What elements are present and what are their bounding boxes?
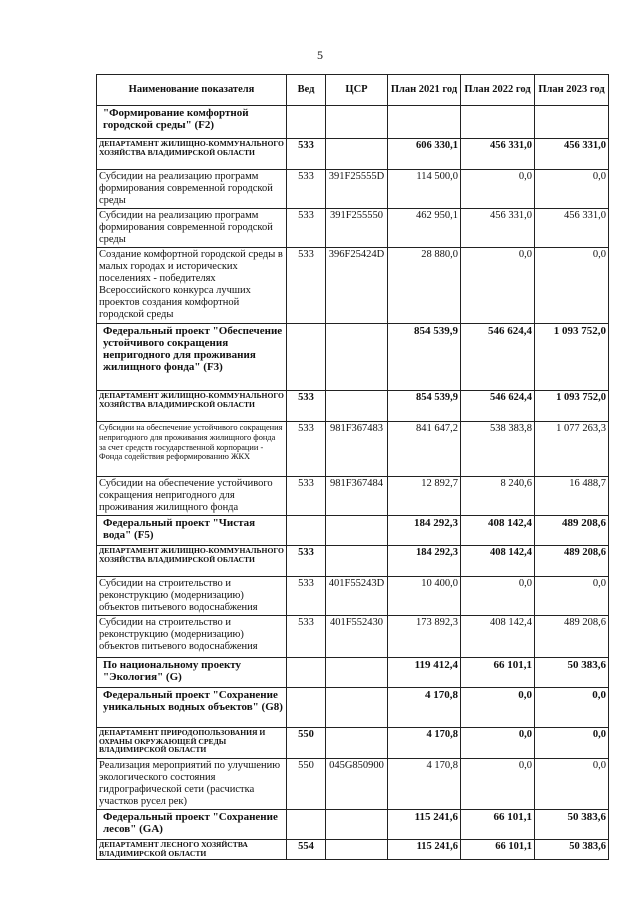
row-plan-2022-cell: 408 142,4 xyxy=(461,616,535,658)
row-plan-2021-cell: 114 500,0 xyxy=(388,170,461,209)
table-body xyxy=(97,106,609,860)
row-plan-2021-cell: 173 892,3 xyxy=(388,616,461,658)
row-ved-cell xyxy=(287,516,326,546)
project-row xyxy=(97,324,609,391)
row-name-cell: ДЕПАРТАМЕНТ ПРИРОДОПОЛЬЗОВАНИЯ И ОХРАНЫ ОКРУЖАЮЩЕЙ СРЕДЫ ВЛАДИМИРСКОЙ ОБЛАСТИ xyxy=(97,728,287,759)
row-ved-cell: 550 xyxy=(287,728,326,759)
row-plan-2021-cell: 4 170,8 xyxy=(388,688,461,728)
table-row xyxy=(97,616,609,658)
row-plan-2022-cell: 546 624,4 xyxy=(461,324,535,391)
row-ved-cell xyxy=(287,324,326,391)
row-plan-2021-cell: 119 412,4 xyxy=(388,658,461,688)
row-name-cell: Федеральный проект "Обеспечение устойчивого сокращения непригодного для проживания жилищного фонда" (F3) xyxy=(97,324,287,391)
row-plan-2021-cell: 841 647,2 xyxy=(388,422,461,477)
row-plan-2023-cell: 489 208,6 xyxy=(535,546,609,577)
row-plan-2023-cell: 456 331,0 xyxy=(535,139,609,170)
row-ved-cell: 554 xyxy=(287,840,326,860)
row-plan-2021-cell: 10 400,0 xyxy=(388,577,461,616)
row-plan-2021-cell: 4 170,8 xyxy=(388,728,461,759)
row-name-cell: Реализация мероприятий по улучшению экологического состояния гидрографической сети (расчистка участков русел рек) xyxy=(97,759,287,810)
row-csr-cell: 045G850900 xyxy=(326,759,388,810)
row-ved-cell xyxy=(287,658,326,688)
row-plan-2021-cell: 462 950,1 xyxy=(388,209,461,248)
row-csr-cell xyxy=(326,728,388,759)
row-plan-2022-cell: 66 101,1 xyxy=(461,840,535,860)
row-csr-cell xyxy=(326,810,388,840)
row-name-cell: "Формирование комфортной городской среды" (F2) xyxy=(97,106,287,139)
row-plan-2021-cell: 4 170,8 xyxy=(388,759,461,810)
table-row xyxy=(97,422,609,477)
row-ved-cell: 533 xyxy=(287,546,326,577)
department-row xyxy=(97,546,609,577)
row-plan-2022-cell: 456 331,0 xyxy=(461,139,535,170)
row-plan-2022-cell: 0,0 xyxy=(461,577,535,616)
row-csr-cell xyxy=(326,391,388,422)
row-plan-2023-cell: 50 383,6 xyxy=(535,658,609,688)
row-plan-2021-cell: 184 292,3 xyxy=(388,546,461,577)
header-ved: Вед xyxy=(287,75,326,106)
row-ved-cell: 533 xyxy=(287,577,326,616)
row-plan-2023-cell: 50 383,6 xyxy=(535,840,609,860)
table-row xyxy=(97,170,609,209)
row-csr-cell xyxy=(326,324,388,391)
row-plan-2023-cell: 50 383,6 xyxy=(535,810,609,840)
row-plan-2023-cell xyxy=(535,106,609,139)
row-plan-2023-cell: 456 331,0 xyxy=(535,209,609,248)
row-plan-2022-cell: 456 331,0 xyxy=(461,209,535,248)
row-plan-2021-cell: 184 292,3 xyxy=(388,516,461,546)
budget-table xyxy=(96,74,609,860)
row-plan-2021-cell xyxy=(388,106,461,139)
row-name-cell: Субсидии на строительство и реконструкцию (модернизацию) объектов питьевого водоснабжения xyxy=(97,616,287,658)
project-row xyxy=(97,658,609,688)
row-csr-cell: 981F367484 xyxy=(326,477,388,516)
row-csr-cell xyxy=(326,546,388,577)
department-row xyxy=(97,840,609,860)
project-row xyxy=(97,516,609,546)
row-name-cell: По национальному проекту "Экология" (G) xyxy=(97,658,287,688)
row-ved-cell: 533 xyxy=(287,248,326,324)
row-csr-cell: 391F25555D xyxy=(326,170,388,209)
row-plan-2022-cell: 66 101,1 xyxy=(461,810,535,840)
row-plan-2021-cell: 854 539,9 xyxy=(388,324,461,391)
row-plan-2021-cell: 854 539,9 xyxy=(388,391,461,422)
row-ved-cell xyxy=(287,106,326,139)
header-csr: ЦСР xyxy=(326,75,388,106)
row-plan-2021-cell: 115 241,6 xyxy=(388,840,461,860)
table-header-row xyxy=(97,75,609,106)
row-ved-cell: 533 xyxy=(287,422,326,477)
row-csr-cell xyxy=(326,106,388,139)
row-ved-cell xyxy=(287,688,326,728)
row-plan-2021-cell: 606 330,1 xyxy=(388,139,461,170)
row-plan-2023-cell: 1 093 752,0 xyxy=(535,324,609,391)
row-plan-2022-cell: 0,0 xyxy=(461,759,535,810)
row-name-cell: ДЕПАРТАМЕНТ ЖИЛИЩНО-КОММУНАЛЬНОГО ХОЗЯЙСТВА ВЛАДИМИРСКОЙ ОБЛАСТИ xyxy=(97,139,287,170)
header-plan-2021: План 2021 год xyxy=(388,75,461,106)
row-plan-2022-cell: 0,0 xyxy=(461,248,535,324)
row-plan-2023-cell: 0,0 xyxy=(535,688,609,728)
row-ved-cell: 533 xyxy=(287,170,326,209)
department-row xyxy=(97,728,609,759)
row-plan-2023-cell: 489 208,6 xyxy=(535,616,609,658)
row-ved-cell: 533 xyxy=(287,209,326,248)
row-plan-2022-cell: 8 240,6 xyxy=(461,477,535,516)
row-name-cell: ДЕПАРТАМЕНТ ЛЕСНОГО ХОЗЯЙСТВА ВЛАДИМИРСКОЙ ОБЛАСТИ xyxy=(97,840,287,860)
row-plan-2023-cell: 0,0 xyxy=(535,248,609,324)
table-row xyxy=(97,577,609,616)
table-row xyxy=(97,477,609,516)
row-name-cell: Создание комфортной городской среды в малых городах и исторических поселениях - победителях Всероссийского конкурса лучших проектов создания комфортной городской среды xyxy=(97,248,287,324)
row-ved-cell: 533 xyxy=(287,477,326,516)
header-name: Наименование показателя xyxy=(97,75,287,106)
row-name-cell: Субсидии на обеспечение устойчивого сокращения непригодного для проживания жилищного фонда xyxy=(97,477,287,516)
row-plan-2022-cell: 0,0 xyxy=(461,728,535,759)
row-csr-cell: 396F25424D xyxy=(326,248,388,324)
row-plan-2023-cell: 0,0 xyxy=(535,728,609,759)
table-row xyxy=(97,248,609,324)
row-name-cell: ДЕПАРТАМЕНТ ЖИЛИЩНО-КОММУНАЛЬНОГО ХОЗЯЙСТВА ВЛАДИМИРСКОЙ ОБЛАСТИ xyxy=(97,391,287,422)
row-name-cell: Субсидии на реализацию программ формирования современной городской среды xyxy=(97,170,287,209)
row-ved-cell: 533 xyxy=(287,616,326,658)
row-csr-cell xyxy=(326,658,388,688)
row-plan-2022-cell: 546 624,4 xyxy=(461,391,535,422)
row-plan-2021-cell: 115 241,6 xyxy=(388,810,461,840)
row-ved-cell: 533 xyxy=(287,391,326,422)
row-name-cell: Федеральный проект "Чистая вода" (F5) xyxy=(97,516,287,546)
row-csr-cell xyxy=(326,840,388,860)
row-plan-2022-cell: 0,0 xyxy=(461,688,535,728)
row-plan-2021-cell: 12 892,7 xyxy=(388,477,461,516)
table-row xyxy=(97,209,609,248)
row-plan-2023-cell: 0,0 xyxy=(535,759,609,810)
row-csr-cell xyxy=(326,139,388,170)
row-name-cell: Субсидии на строительство и реконструкцию (модернизацию) объектов питьевого водоснабжения xyxy=(97,577,287,616)
row-csr-cell: 401F55243D xyxy=(326,577,388,616)
row-plan-2021-cell: 28 880,0 xyxy=(388,248,461,324)
department-row xyxy=(97,139,609,170)
row-csr-cell: 401F552430 xyxy=(326,616,388,658)
row-plan-2023-cell: 1 077 263,3 xyxy=(535,422,609,477)
row-name-cell: Федеральный проект "Сохранение лесов" (GA) xyxy=(97,810,287,840)
row-plan-2023-cell: 489 208,6 xyxy=(535,516,609,546)
page-number: 5 xyxy=(317,48,323,62)
project-row xyxy=(97,106,609,139)
row-ved-cell: 550 xyxy=(287,759,326,810)
row-plan-2022-cell: 66 101,1 xyxy=(461,658,535,688)
row-plan-2022-cell: 0,0 xyxy=(461,170,535,209)
row-name-cell: Субсидии на обеспечение устойчивого сокращения непригодного для проживания жилищного фонда за счет средств государственной корпорации - Фонда содействия реформированию ЖКХ xyxy=(97,422,287,477)
table-row xyxy=(97,759,609,810)
row-name-cell: Федеральный проект "Сохранение уникальных водных объектов" (G8) xyxy=(97,688,287,728)
row-csr-cell xyxy=(326,516,388,546)
row-ved-cell xyxy=(287,810,326,840)
project-row xyxy=(97,688,609,728)
project-row xyxy=(97,810,609,840)
row-csr-cell: 391F255550 xyxy=(326,209,388,248)
row-ved-cell: 533 xyxy=(287,139,326,170)
row-name-cell: ДЕПАРТАМЕНТ ЖИЛИЩНО-КОММУНАЛЬНОГО ХОЗЯЙСТВА ВЛАДИМИРСКОЙ ОБЛАСТИ xyxy=(97,546,287,577)
row-plan-2023-cell: 16 488,7 xyxy=(535,477,609,516)
row-plan-2023-cell: 0,0 xyxy=(535,577,609,616)
row-plan-2022-cell xyxy=(461,106,535,139)
header-plan-2022: План 2022 год xyxy=(461,75,535,106)
header-plan-2023: План 2023 год xyxy=(535,75,609,106)
row-plan-2022-cell: 538 383,8 xyxy=(461,422,535,477)
row-plan-2023-cell: 0,0 xyxy=(535,170,609,209)
row-csr-cell xyxy=(326,688,388,728)
row-name-cell: Субсидии на реализацию программ формирования современной городской среды xyxy=(97,209,287,248)
row-plan-2022-cell: 408 142,4 xyxy=(461,516,535,546)
row-plan-2022-cell: 408 142,4 xyxy=(461,546,535,577)
department-row xyxy=(97,391,609,422)
row-plan-2023-cell: 1 093 752,0 xyxy=(535,391,609,422)
row-csr-cell: 981F367483 xyxy=(326,422,388,477)
